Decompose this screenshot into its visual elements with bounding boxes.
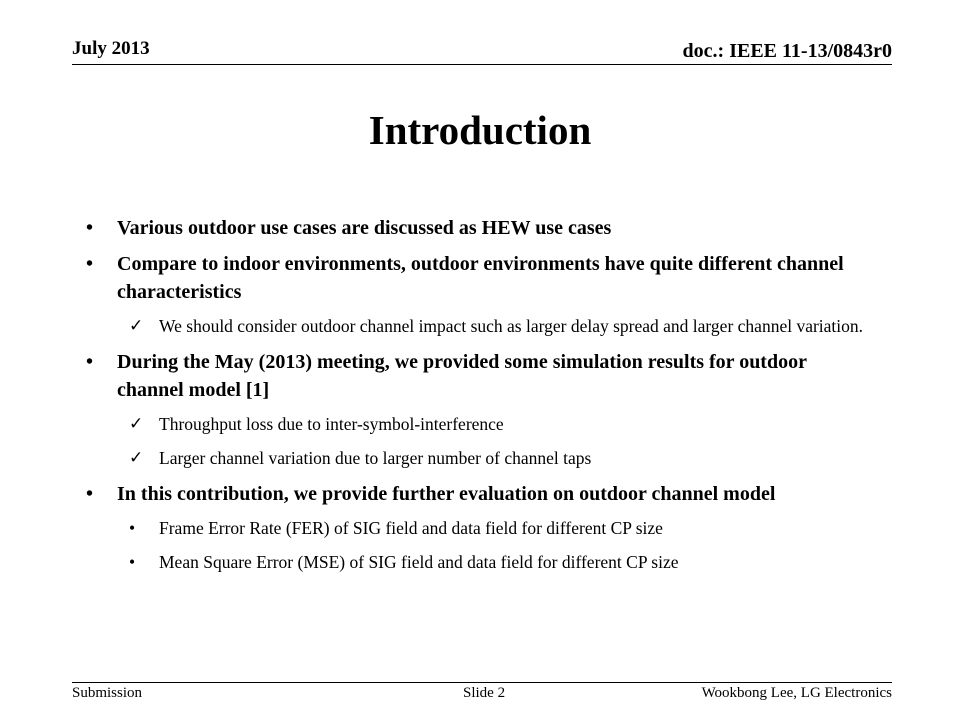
sub-bullet-2-1-text: We should consider outdoor channel impact such as larger delay spread and larger channel variation. — [159, 316, 864, 336]
bullet-3 — [86, 348, 876, 404]
bullet-dot-icon: • — [86, 253, 94, 275]
sub-bullet-4-2 — [86, 550, 876, 574]
slide-content — [86, 214, 876, 584]
sub-bullet-3-2-text: Larger channel variation due to larger number of channel taps — [159, 448, 592, 468]
bullet-dot-icon: • — [129, 552, 136, 572]
bullet-3-text: During the May (2013) meeting, we provided some simulation results for outdoor channel model [1] — [117, 351, 807, 401]
footer-submission: Submission — [72, 685, 143, 701]
slide-title: Introduction — [368, 107, 592, 153]
bullet-2-text: Compare to indoor environments, outdoor environments have quite different channel characteristics — [117, 253, 844, 303]
footer-divider — [72, 682, 892, 683]
header-date: July 2013 — [72, 38, 150, 59]
sub-bullet-4-1 — [86, 516, 876, 540]
bullet-2 — [86, 250, 876, 306]
bullet-dot-icon: • — [86, 351, 94, 373]
sub-bullet-3-1 — [86, 412, 876, 436]
sub-bullet-4-2-text: Mean Square Error (MSE) of SIG field and data field for different CP size — [159, 552, 679, 572]
sub-bullet-3-2 — [86, 446, 876, 470]
bullet-4 — [86, 480, 876, 508]
bullet-dot-icon: • — [86, 217, 94, 239]
footer-author: Wookbong Lee, LG Electronics — [701, 685, 892, 701]
checkmark-icon: ✓ — [129, 448, 144, 467]
sub-bullet-4-1-text: Frame Error Rate (FER) of SIG field and data field for different CP size — [159, 518, 663, 538]
bullet-dot-icon: • — [129, 518, 136, 538]
bullet-1-text: Various outdoor use cases are discussed as HEW use cases — [117, 217, 612, 239]
checkmark-icon: ✓ — [129, 414, 144, 433]
footer-slide-number: Slide 2 — [463, 685, 506, 701]
bullet-4-text: In this contribution, we provide further evaluation on outdoor channel model — [117, 483, 776, 505]
header-divider — [72, 64, 892, 65]
header-doc-id: doc.: IEEE 11-13/0843r0 — [682, 40, 892, 62]
sub-bullet-2-1 — [86, 314, 876, 338]
checkmark-icon: ✓ — [129, 316, 144, 335]
bullet-1 — [86, 214, 876, 242]
sub-bullet-3-1-text: Throughput loss due to inter-symbol-interference — [159, 414, 504, 434]
bullet-dot-icon: • — [86, 483, 94, 505]
